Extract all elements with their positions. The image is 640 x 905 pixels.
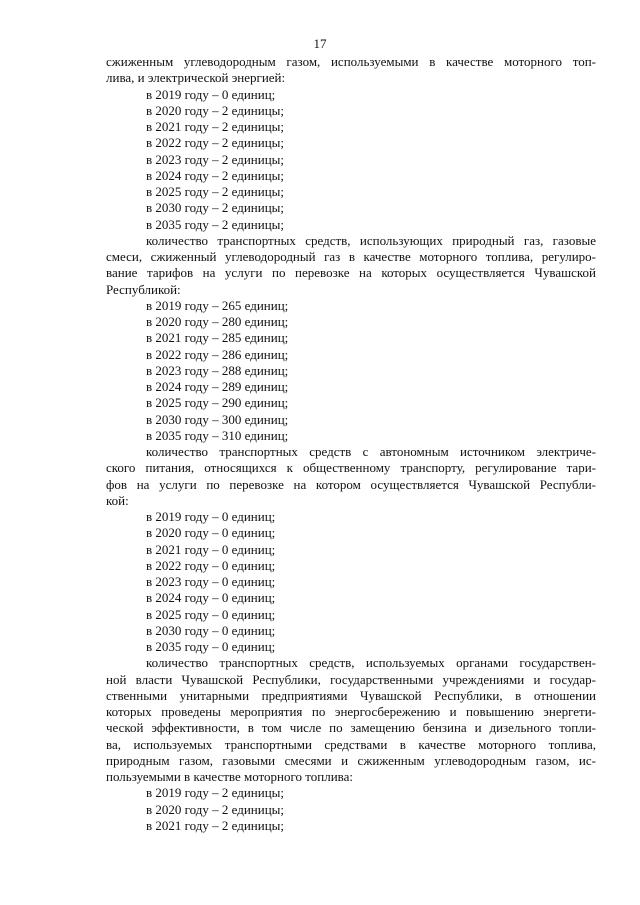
paragraph-line: которых проведены мероприятия по энергосбережению и повышению энергети- bbox=[106, 704, 596, 719]
list-item: в 2030 году – 300 единиц; bbox=[146, 411, 289, 427]
list-item: в 2019 году – 0 единиц; bbox=[146, 509, 276, 524]
list-item: в 2035 году – 310 единиц; bbox=[146, 427, 289, 443]
year-value-list bbox=[106, 298, 596, 444]
list-item: в 2025 году – 2 единицы; bbox=[146, 184, 285, 199]
list-item: в 2023 году – 2 единицы; bbox=[146, 151, 285, 167]
paragraph-line: фов на услуги по перевозке на котором осуществляется Чувашской Республи- bbox=[106, 476, 596, 492]
paragraph-line: ной власти Чувашской Республики, государственными учреждениями и государ- bbox=[106, 671, 596, 687]
paragraph bbox=[106, 655, 596, 785]
year-value-list bbox=[106, 509, 596, 655]
list-item: в 2024 году – 2 единицы; bbox=[146, 167, 285, 183]
paragraph-line: Республикой: bbox=[106, 281, 181, 297]
list-item: в 2021 году – 0 единиц; bbox=[146, 541, 276, 557]
list-item: в 2019 году – 265 единиц; bbox=[146, 297, 289, 313]
list-item: в 2019 году – 0 единиц; bbox=[146, 86, 276, 102]
list-item: в 2020 году – 2 единицы; bbox=[146, 801, 285, 817]
list-item: в 2023 году – 288 единиц; bbox=[146, 362, 289, 378]
paragraph-line: сжиженным углеводородным газом, используемыми в качестве моторного топ- bbox=[106, 54, 596, 69]
list-item: в 2020 году – 2 единицы; bbox=[146, 102, 285, 118]
paragraph-line: ческой эффективности, в том числе по замещению бензина и дизельного топли- bbox=[106, 720, 596, 736]
list-item: в 2030 году – 2 единицы; bbox=[146, 200, 285, 216]
list-item: в 2024 году – 289 единиц; bbox=[146, 379, 289, 394]
list-item: в 2022 году – 286 единиц; bbox=[146, 346, 289, 362]
list-item: в 2020 году – 280 единиц; bbox=[146, 314, 289, 329]
paragraph-line: количество транспортных средств, использующих природный газ, газовые bbox=[146, 232, 596, 248]
paragraph-line: ственными унитарными предприятиями Чувашской Республики, в отношении bbox=[106, 687, 596, 703]
paragraph-line: количество транспортных средств, используемых органами государствен- bbox=[146, 655, 596, 671]
list-item: в 2025 году – 0 единиц; bbox=[146, 606, 276, 622]
paragraph-line: кой: bbox=[106, 492, 129, 508]
list-item: в 2030 году – 0 единиц; bbox=[146, 622, 276, 638]
list-item: в 2020 году – 0 единиц; bbox=[146, 525, 276, 541]
paragraph-line: смеси, сжиженный углеводородный газ в качестве моторного топлива, регулиро- bbox=[106, 249, 596, 264]
paragraph-line: природным газом, газовыми смесями и сжиженным углеводородным газом, ис- bbox=[106, 752, 596, 768]
list-item: в 2022 году – 2 единицы; bbox=[146, 135, 285, 151]
list-item: в 2035 году – 2 единицы; bbox=[146, 216, 285, 232]
paragraph-line: количество транспортных средств с автономным источником электриче- bbox=[146, 444, 596, 459]
list-item: в 2021 году – 285 единиц; bbox=[146, 330, 289, 346]
paragraph bbox=[106, 54, 596, 87]
list-item: в 2021 году – 2 единицы; bbox=[146, 119, 285, 134]
list-item: в 2025 году – 290 единиц; bbox=[146, 395, 289, 411]
paragraph-line: ского питания, относящихся к общественному транспорту, регулирование тари- bbox=[106, 460, 596, 476]
page-number: 17 bbox=[313, 36, 327, 51]
list-item: в 2022 году – 0 единиц; bbox=[146, 557, 276, 573]
list-item: в 2019 году – 2 единицы; bbox=[146, 785, 285, 801]
year-value-list bbox=[106, 785, 596, 834]
list-item: в 2021 году – 2 единицы; bbox=[146, 817, 285, 833]
paragraph-line: ва, используемых транспортными средствами в качестве моторного топлива, bbox=[106, 736, 596, 752]
list-item: в 2035 году – 0 единиц; bbox=[146, 639, 276, 654]
paragraph-line: лива, и электрической энергией: bbox=[106, 70, 286, 86]
paragraph-line: вание тарифов на услуги по перевозке на которых осуществляется Чувашской bbox=[106, 265, 596, 281]
document-body bbox=[106, 54, 596, 834]
list-item: в 2024 году – 0 единиц; bbox=[146, 590, 276, 606]
year-value-list bbox=[106, 87, 596, 233]
paragraph-line: пользуемыми в качестве моторного топлива: bbox=[106, 769, 354, 784]
paragraph bbox=[106, 444, 596, 509]
list-item: в 2023 году – 0 единиц; bbox=[146, 574, 276, 589]
paragraph bbox=[106, 233, 596, 298]
